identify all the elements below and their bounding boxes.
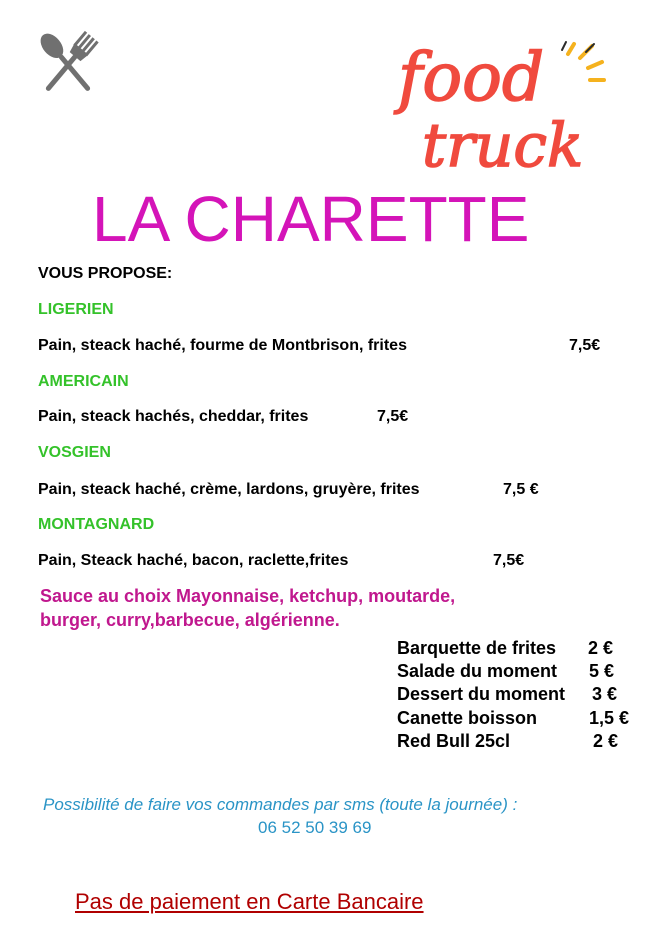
extra-label: Canette boisson: [397, 708, 538, 728]
extra-price: 2 €: [593, 731, 619, 751]
logo-word-truck: truck: [422, 111, 584, 173]
menu-item-name: MONTAGNARD: [38, 516, 155, 533]
extra-price: 1,5 €: [589, 708, 630, 728]
menu-item-price: 7,5€: [569, 337, 601, 354]
sauce-line: burger, curry,barbecue, algérienne.: [40, 610, 340, 630]
sms-info: Possibilité de faire vos commandes par sms (toute la journée) :: [43, 795, 518, 814]
extra-label: Dessert du moment: [397, 684, 566, 704]
payment-notice: Pas de paiement en Carte Bancaire: [75, 889, 424, 914]
food-truck-logo: [390, 28, 640, 173]
sparkle-icon: [568, 44, 604, 80]
menu-item-desc: Pain, steack haché, crème, lardons, gruyère, frites: [38, 481, 420, 498]
extra-label: Red Bull 25cl: [397, 731, 511, 751]
menu-item-price: 7,5€: [377, 408, 409, 425]
menu-item-name: VOSGIEN: [38, 444, 111, 461]
page-title: LA CHARETTE: [92, 183, 530, 255]
extra-label: Barquette de frites: [397, 638, 557, 658]
menu-item-desc: Pain, Steack haché, bacon, raclette,frites: [38, 552, 349, 569]
extra-price: 5 €: [589, 661, 615, 681]
menu-item-price: 7,5€: [493, 552, 525, 569]
menu-item-name: LIGERIEN: [38, 301, 114, 318]
menu-item-name: AMERICAIN: [38, 373, 129, 390]
intro-text: VOUS PROPOSE:: [38, 265, 173, 282]
extra-label: Salade du moment: [397, 661, 558, 681]
menu-item-desc: Pain, steack haché, fourme de Montbrison, frites: [38, 337, 407, 354]
sauce-line: Sauce au choix Mayonnaise, ketchup, moutarde,: [40, 586, 456, 606]
extra-price: 2 €: [588, 638, 614, 658]
menu-item-price: 7,5 €: [503, 481, 539, 498]
menu-item-desc: Pain, steack hachés, cheddar, frites: [38, 408, 309, 425]
extra-price: 3 €: [592, 684, 618, 704]
phone-number: 06 52 50 39 69: [258, 818, 372, 837]
fork-spoon-icon: [33, 24, 103, 106]
logo-word-food: food: [398, 39, 545, 116]
